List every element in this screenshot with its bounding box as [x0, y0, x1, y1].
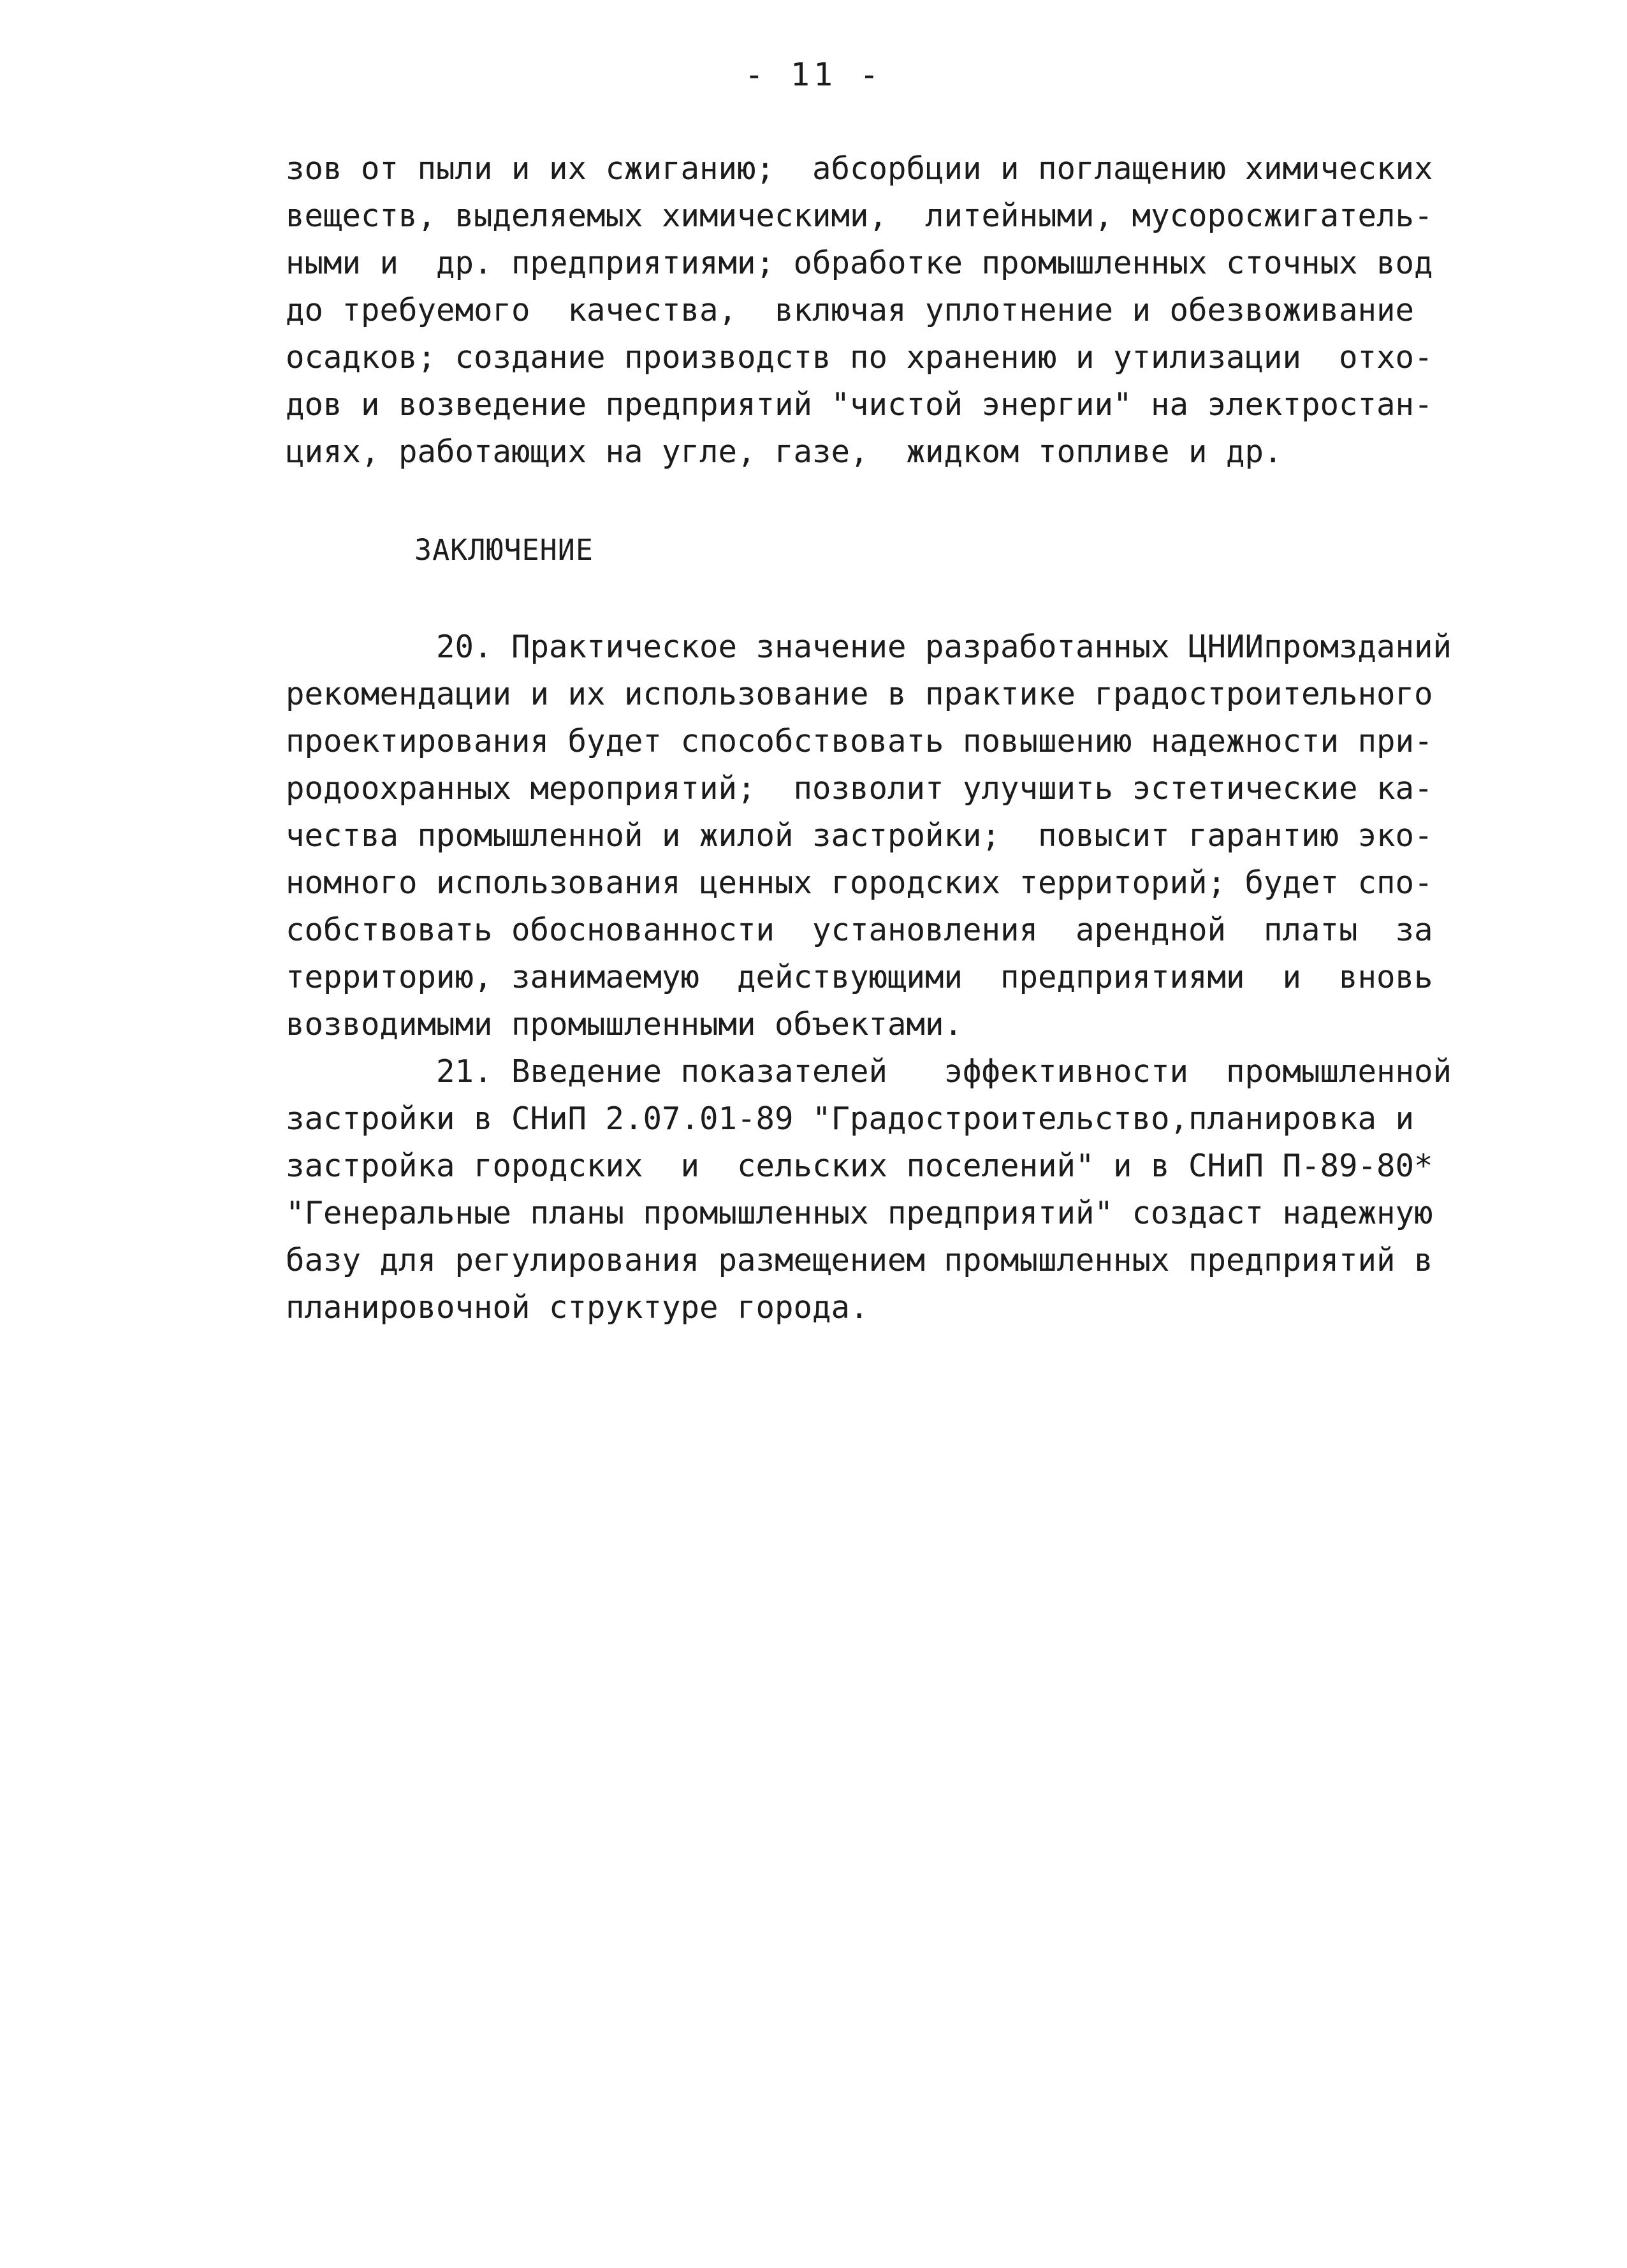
text-line: веществ, выделяемых химическими, литейными, мусоросжигатель-: [286, 198, 1433, 234]
paragraph-20-line: родоохранных мероприятий; позволит улучшить эстетические ка-: [286, 770, 1433, 807]
page-number: - 11 -: [744, 56, 883, 93]
paragraph-20-line: номного использования ценных городских территорий; будет спо-: [286, 865, 1433, 901]
text-line: зов от пыли и их сжиганию; абсорбции и поглащению химических: [286, 150, 1433, 187]
paragraph-20-line: собствовать обоснованности установления арендной платы за: [286, 912, 1433, 948]
text-line: циях, работающих на угле, газе, жидком топливе и др.: [286, 434, 1283, 470]
paragraph-21-line: застройки в СНиП 2.07.01-89 "Градостроительство,планировка и: [286, 1101, 1415, 1137]
paragraph-21-line: базу для регулирования размещением промышленных предприятий в: [286, 1242, 1433, 1278]
text-line: осадков; создание производств по хранению и утилизации отхо-: [286, 339, 1433, 376]
paragraph-21-line: планировочной структуре города.: [286, 1289, 869, 1326]
paragraph-21-line: 21. Введение показателей эффективности промышленной: [286, 1053, 1452, 1090]
paragraph-20-line: рекомендации и их использование в практике градостроительного: [286, 676, 1433, 712]
paragraph-20-line: проектирования будет способствовать повышению надежности при-: [286, 723, 1433, 759]
text-line: дов и возведение предприятий "чистой энергии" на электростан-: [286, 386, 1433, 423]
text-line: до требуемого качества, включая уплотнение и обезвоживание: [286, 292, 1415, 328]
text-line: ными и др. предприятиями; обработке промышленных сточных вод: [286, 245, 1433, 281]
paragraph-20-line: территорию, занимаемую действующими предприятиями и вновь: [286, 959, 1433, 995]
paragraph-20-line: чества промышленной и жилой застройки; повысит гарантию эко-: [286, 817, 1433, 854]
paragraph-20-line: возводимыми промышленными объектами.: [286, 1006, 963, 1043]
section-heading: ЗАКЛЮЧЕНИЕ: [414, 533, 594, 567]
paragraph-21-line: "Генеральные планы промышленных предприятий" создаст надежную: [286, 1195, 1433, 1231]
paragraph-21-line: застройка городских и сельских поселений" и в СНиП П-89-80*: [286, 1148, 1433, 1184]
paragraph-20-line: 20. Практическое значение разработанных ЦНИИпромзданий: [286, 629, 1452, 665]
